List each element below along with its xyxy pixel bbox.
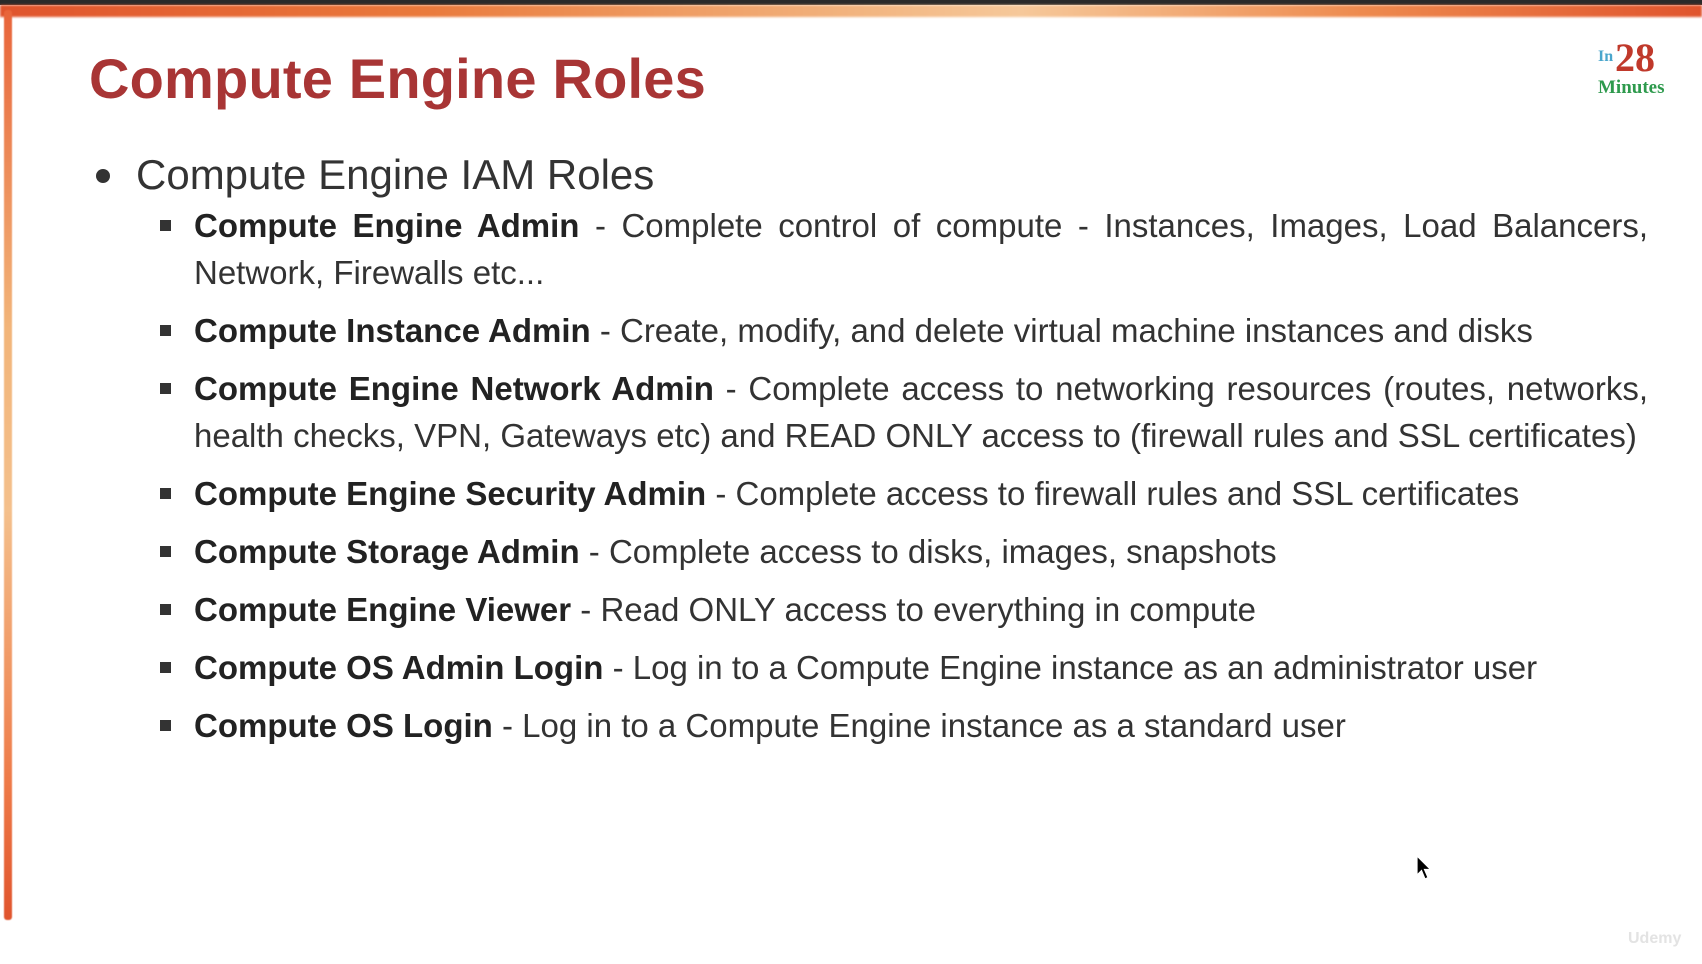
round-bullet-icon	[96, 169, 110, 183]
in28minutes-logo	[1596, 36, 1680, 100]
square-bullet-icon	[160, 325, 171, 336]
square-bullet-icon	[160, 488, 171, 499]
role-name: Compute Engine Viewer	[194, 591, 572, 628]
role-name: Compute OS Login	[194, 707, 493, 744]
role-name: Compute Storage Admin	[194, 533, 580, 570]
udemy-watermark: Udemy	[1628, 930, 1682, 947]
logo-prefix: In	[1598, 48, 1614, 65]
role-name: Compute Instance Admin	[194, 312, 591, 349]
role-description: - Read ONLY access to everything in compute	[571, 591, 1256, 628]
logo-number: 28	[1615, 35, 1655, 80]
role-description: - Complete access to networking resources (routes, networks, health checks, VPN, Gateways etc) and READ ONLY access to (firewall rules and SSL certificates)	[194, 370, 1648, 454]
role-description: - Complete access to firewall rules and SSL certificates	[706, 475, 1520, 512]
roles-list	[194, 202, 1648, 749]
slide-bottom-band	[0, 928, 1702, 964]
role-description: - Complete access to disks, images, snapshots	[579, 533, 1277, 570]
role-name: Compute OS Admin Login	[194, 649, 604, 686]
square-bullet-icon	[160, 662, 171, 673]
role-name: Compute Engine Security Admin	[194, 475, 707, 512]
slide-bullet-list	[96, 148, 1656, 760]
slide-top-border	[0, 5, 1702, 17]
square-bullet-icon	[160, 220, 171, 231]
square-bullet-icon	[160, 383, 171, 394]
role-name: Compute Engine Admin	[194, 207, 580, 244]
square-bullet-icon	[160, 604, 171, 615]
role-description: - Log in to a Compute Engine instance as a standard user	[492, 707, 1346, 744]
role-item	[194, 528, 1648, 575]
page-title: Compute Engine Roles	[89, 47, 706, 110]
role-item	[194, 470, 1648, 517]
role-description: - Create, modify, and delete virtual machine instances and disks	[590, 312, 1533, 349]
square-bullet-icon	[160, 546, 171, 557]
logo-suffix: Minutes	[1598, 77, 1665, 98]
main-bullet-item	[96, 148, 1656, 749]
role-name: Compute Engine Network Admin	[194, 370, 714, 407]
main-bullet-label: Compute Engine IAM Roles	[136, 151, 655, 198]
role-description: - Log in to a Compute Engine instance as an administrator user	[603, 649, 1538, 686]
role-item	[194, 644, 1648, 691]
role-description: - Complete control of compute - Instances, Images, Load Balancers, Network, Firewalls etc...	[194, 207, 1649, 291]
role-item	[194, 202, 1648, 296]
mouse-pointer-icon	[1416, 855, 1434, 881]
role-item	[194, 702, 1648, 749]
slide-left-border	[4, 10, 12, 920]
role-item	[194, 365, 1648, 459]
role-item	[194, 307, 1648, 354]
role-item	[194, 586, 1648, 633]
square-bullet-icon	[160, 720, 171, 731]
